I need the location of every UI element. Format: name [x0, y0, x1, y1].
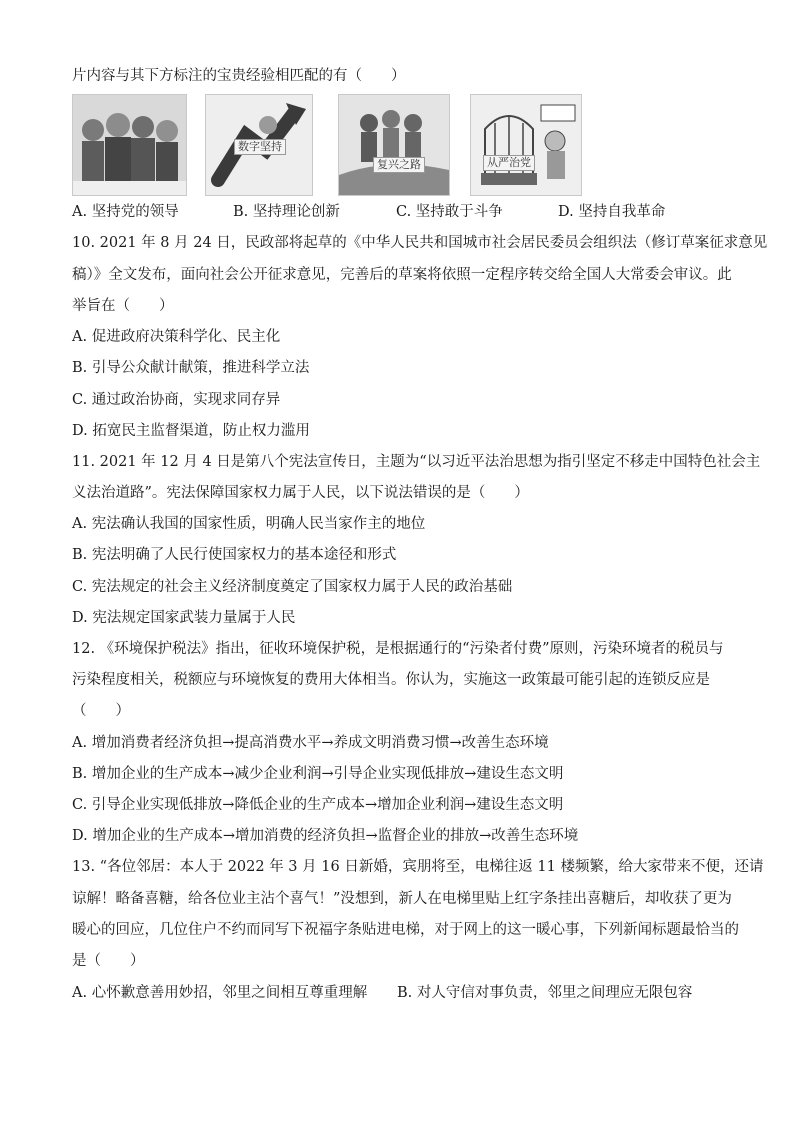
q13-option-b[interactable]: B. 对人守信对事负责，邻里之间理应无限包容: [397, 985, 693, 1001]
party-leadership-cartoon: [72, 94, 187, 196]
q9-option-d[interactable]: D. 坚持自我革命: [558, 204, 666, 220]
q9-option-a[interactable]: A. 坚持党的领导: [72, 204, 179, 220]
q10-option-a[interactable]: A. 促进政府决策科学化、民主化: [72, 329, 281, 345]
q10-option-b[interactable]: B. 引导公众献计献策，推进科学立法: [72, 360, 310, 376]
q13-stem-line: 是（ ）: [72, 953, 145, 969]
q10-option-d[interactable]: D. 拓宽民主监督渠道，防止权力滥用: [72, 423, 310, 439]
q11-option-d[interactable]: D. 宪法规定国家武装力量属于人民: [72, 610, 296, 626]
q10-stem-line: 举旨在（ ）: [72, 298, 174, 314]
q12-stem-line: （ ）: [72, 703, 130, 719]
q10-stem-line: 10. 2021 年 8 月 24 日，民政部将起草的《中华人民共和国城市社会居民委员会组织法（修订草案征求意见: [72, 235, 768, 251]
q9-stem: 片内容与其下方标注的宝贵经验相匹配的有（ ）: [72, 68, 406, 84]
q12-stem-line: 12. 《环境保护税法》指出，征收环境保护税，是根据通行的“污染者付费”原则，污染环境者的税员与: [72, 641, 724, 657]
self-revolution-cartoon: [470, 94, 582, 196]
q11-stem-line: 11. 2021 年 12 月 4 日是第八个宪法宣传日，主题为“以习近平法治思想为指引坚定不移走中国特色社会主: [72, 454, 761, 470]
q11-option-c[interactable]: C. 宪法规定的社会主义经济制度奠定了国家权力属于人民的政治基础: [72, 579, 513, 595]
q12-option-d[interactable]: D. 增加企业的生产成本→增加消费的经济负担→监督企业的排放→改善生态环境: [72, 828, 579, 844]
q13-stem-line: 谅解！略备喜糖，给各位业主沾个喜气！”没想到，新人在电梯里贴上红字条挂出喜糖后，却收获了更为: [72, 891, 732, 907]
q9-option-b[interactable]: B. 坚持理论创新: [233, 204, 340, 220]
struggle-cartoon: [338, 94, 450, 196]
q12-option-a[interactable]: A. 增加消费者经济负担→提高消费水平→养成文明消费习惯→改善生态环境: [72, 735, 549, 751]
q12-option-b[interactable]: B. 增加企业的生产成本→减少企业利润→引导企业实现低排放→建设生态文明: [72, 766, 564, 782]
q12-stem-line: 污染程度相关，税额应与环境恢复的费用大体相当。你认为，实施这一政策最可能引起的连锁反应是: [72, 672, 710, 688]
q11-stem-line: 义法治道路”。宪法保障国家权力属于人民，以下说法错误的是（ ）: [72, 485, 529, 501]
q13-stem-line: 暖心的回应，几位住户不约而同写下祝福字条贴进电梯，对于网上的这一暖心事，下列新闻标题最恰当的: [72, 922, 739, 938]
q11-option-b[interactable]: B. 宪法明确了人民行使国家权力的基本途径和形式: [72, 547, 397, 563]
theory-innovation-cartoon: [205, 94, 313, 196]
pic-caption: 数字坚持: [234, 139, 286, 155]
q13-stem-line: 13. “各位邻居：本人于 2022 年 3 月 16 日新婚，宾朋将至，电梯往返 11 楼频繁，给大家带来不便，还请: [72, 859, 764, 875]
q10-stem-line: 稿）》全文发布，面向社会公开征求意见，完善后的草案将依照一定程序转交给全国人大常委会审议。此: [72, 267, 732, 283]
q12-option-c[interactable]: C. 引导企业实现低排放→降低企业的生产成本→增加企业利润→建设生态文明: [72, 797, 564, 813]
q10-option-c[interactable]: C. 通过政治协商，实现求同存异: [72, 392, 281, 408]
pic-caption: 从严治党: [483, 155, 535, 171]
q13-option-a[interactable]: A. 心怀歉意善用妙招，邻里之间相互尊重理解: [72, 985, 368, 1001]
pic-caption: 复兴之路: [373, 157, 425, 173]
q9-option-c[interactable]: C. 坚持敢于斗争: [396, 204, 503, 220]
q11-option-a[interactable]: A. 宪法确认我国的国家性质，明确人民当家作主的地位: [72, 516, 426, 532]
